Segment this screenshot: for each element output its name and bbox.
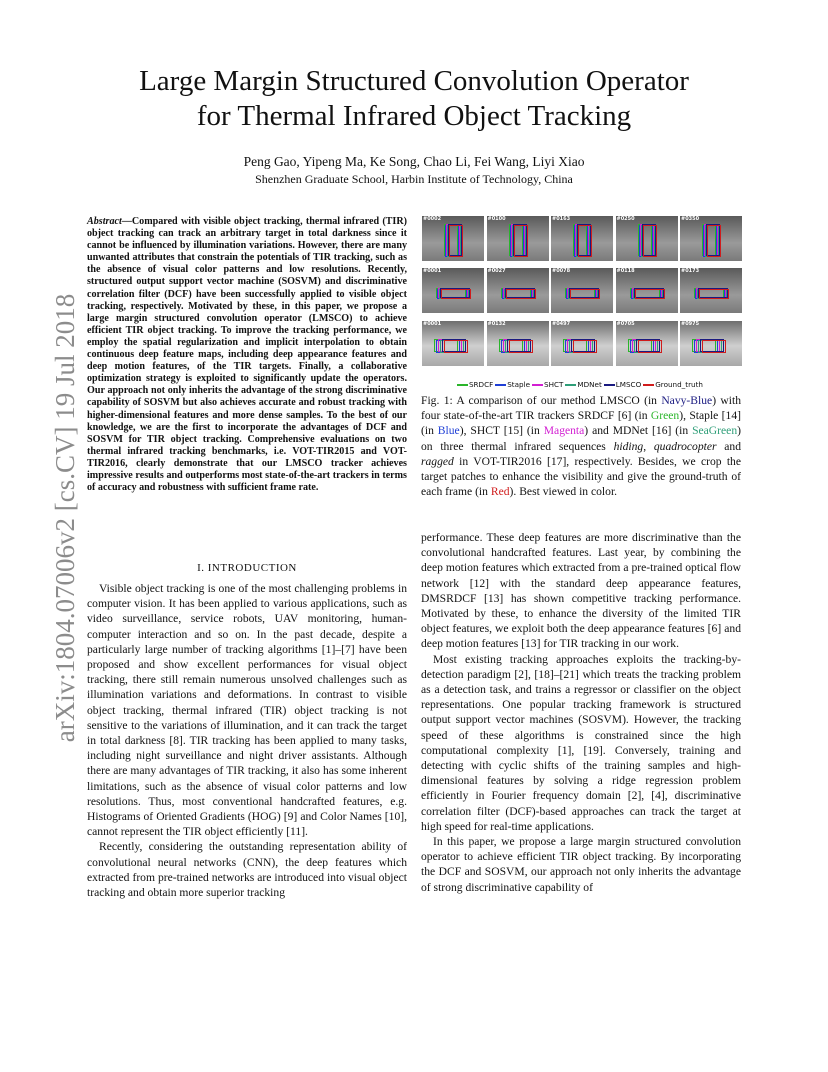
legend-swatch (532, 384, 543, 386)
figure-caption (421, 393, 741, 499)
figure-legend (455, 380, 703, 389)
frame-number: #0497 (552, 321, 571, 327)
caption-red: Red (490, 485, 510, 499)
tracking-box (514, 225, 528, 257)
intro-paragraph-1: Visible object tracking is one of the most challenging problems in computer vision. It has been applied to various applications, such as video surveillance, service robots, UAV monitoring, human-computer interaction and so on. In the past decade, despite a particularly large number of tracking algorithms [1]–[7] have been proposed and show excellent performances for visual object tracking, there still remain numerous unsolved challenges such as illumination variations and deformations. In contrast to visible object tracking, thermal infrared (TIR) object tracking is not sensitive to the variations of illumination, and it can track the target in total darkness [8]. TIR tracking has been applied to many tasks, including night surveillance and night driver assistants. Although there are many advantages of TIR tracking, it also has some inherent limitations, such as the absence of visual color patterns and low resolutions. Thus, most conventional handcrafted features, e.g. Histograms of Oriented Gradients (HOG) [9] and Color Names [10], cannot represent the TIR object efficiently [11]. (87, 582, 407, 839)
frame-number: #0132 (487, 321, 506, 327)
frame-number: #0250 (616, 216, 635, 222)
caption-seq-hiding: hiding (613, 439, 644, 453)
legend-swatch (604, 384, 615, 386)
thermal-frame (551, 268, 613, 313)
caption-text: and (716, 439, 742, 453)
thermal-frame (616, 321, 678, 366)
legend-swatch (565, 384, 576, 386)
tracking-box (573, 340, 597, 353)
authors: Peng Gao, Yipeng Ma, Ke Song, Chao Li, Fei Wang, Liyi Xiao (243, 154, 585, 169)
caption-text: in VOT-TIR2016 [17], respectively. Besides, we crop the target patches to enhance the visibility and give the ground-truth of each frame (in (421, 454, 741, 499)
legend-swatch (457, 384, 468, 386)
frame-number: #0002 (423, 216, 442, 222)
intro-paragraph-2: Recently, considering the outstanding representation ability of convolutional neural networks (CNN), the deep features which extracted from pre-trained networks are introduced into visual object tracking and obtain more superior tracking (87, 840, 407, 900)
figure-1 (422, 216, 742, 364)
frame-number: #0001 (423, 268, 442, 274)
thermal-frame (551, 216, 613, 261)
right-paragraph-2: Most existing tracking approaches exploits the tracking-by-detection paradigm [2], [18]–[21] which treats the tracking problem as a detection task, and trains a regressor or classifier on the object representations. One popular tracking framework is structured output support vector machines (SOSVM). However, the tracking speed of these algorithms is constrained since the high computational complexity [1], [19]. Conversely, training and detecting with cyclic shifts of the training samples and high-dimensional features by solving a ridge regression problem efficiently in Fourier frequency domain [2], [4], discriminative correlation filter (DCF)-based approaches can track the target at high speed for real-time applications. (421, 652, 741, 833)
caption-text: ), Staple [14] (in (421, 409, 741, 438)
legend-swatch (643, 384, 654, 386)
affiliation: Shenzhen Graduate School, Harbin Institute of Technology, China (255, 172, 573, 186)
tracking-box (570, 289, 600, 299)
abstract-body: —Compared with visible object tracking, thermal infrared (TIR) object tracking can track an arbitrary target in total darkness since it cannot be influenced by illumination variations. However, there are many unwanted attributes that constrain the potentials of TIR tracking, such as the absence of visual color patterns and low resolutions. Recently, structured output support vector machine (SOSVM) and discriminative correlation filter (DCF) have been successfully applied to visible object tracking, respectively. Motivated by these, in this paper, we propose a large margin structured convolution operator (LMSCO) to achieve efficient TIR object tracking. To improve the tracking performance, we employ the spatial regularization and implicit interpolation to obtain continuous deep feature maps, including deep appearance features and deep motion features, of the TIR targets. Finally, a collaborative optimization strategy is exploited to significantly update the operators. Our approach not only inherits the advantage of the strong discriminative capability of SOSVM but also achieves accurate and robust tracking with higher-dimensional features and more dense samples. To the best of our knowledge, we are the first to incorporate the advantages of DCF and SOSVM for TIR object tracking. Comprehensive evaluations on two thermal infrared tracking benchmarks, i.e. VOT-TIR2015 and VOT-TIR2016, clearly demonstrate that our LMSCO tracker achieves impressive results and outperforms most state-of-the-art trackers in terms of accuracy and robustness with sufficient frame rate. (87, 216, 407, 494)
legend-swatch (495, 384, 506, 386)
tracking-box (578, 225, 592, 257)
legend-label: SRDCF (469, 380, 494, 389)
title-line-1: Large Margin Structured Convolution Operator (139, 65, 689, 97)
tracking-box (506, 289, 536, 299)
paper-title (0, 64, 828, 134)
intro-left-column (87, 581, 407, 900)
legend-label: Ground_truth (655, 380, 703, 389)
legend-label: SHCT (544, 380, 564, 389)
frame-number: #0173 (681, 268, 700, 274)
thermal-frame (487, 321, 549, 366)
caption-text: ), SHCT [15] (in (459, 424, 544, 438)
tracking-box (643, 225, 657, 257)
tracking-box (699, 289, 729, 299)
frame-number: #0027 (487, 268, 506, 274)
thermal-frame (680, 268, 742, 313)
caption-text: ). Best viewed in color. (509, 485, 618, 499)
right-paragraph-3: In this paper, we propose a large margin structured convolution operator to achieve efficient TIR object tracking. By incorporating the DCF and SOSVM, our approach not only inherits the advantage of strong discriminative capability of (421, 835, 741, 894)
frame-number: #0118 (616, 268, 635, 274)
caption-green: Green (650, 409, 680, 423)
abstract-lead: Abstract (87, 216, 122, 227)
caption-navy-blue: Navy-Blue (661, 394, 713, 407)
caption-text: Fig. 1: A comparison of our method LMSCO (in (421, 394, 662, 407)
caption-text: , (643, 439, 654, 453)
frame-number: #0975 (681, 321, 700, 327)
thermal-frame (487, 216, 549, 261)
thermal-frame (422, 268, 484, 313)
tracking-box (707, 225, 721, 257)
frame-number: #0350 (681, 216, 700, 222)
tracking-box (441, 289, 471, 299)
caption-seq-ragged: ragged (421, 454, 454, 468)
section-heading-introduction: I. INTRODUCTION (197, 562, 297, 574)
frame-number: #0001 (423, 321, 442, 327)
thermal-frame (616, 268, 678, 313)
legend-label: Staple (507, 380, 531, 389)
tracking-box (702, 340, 726, 353)
caption-text: ) on three thermal infrared sequences (421, 424, 741, 453)
thermal-frame (680, 216, 742, 261)
tracking-box (635, 289, 665, 299)
tracking-box (509, 340, 533, 353)
caption-seagreen: SeaGreen (692, 424, 738, 438)
frame-number: #0705 (616, 321, 635, 327)
frame-number: #0100 (487, 216, 506, 222)
tracking-box (638, 340, 662, 353)
frame-number: #0163 (552, 216, 571, 222)
thermal-frame (680, 321, 742, 366)
tracking-box (444, 340, 468, 353)
frame-number: #0078 (552, 268, 571, 274)
thermal-frame (551, 321, 613, 366)
caption-blue: Blue (437, 424, 460, 438)
tracking-box (449, 225, 463, 257)
intro-right-column (421, 530, 741, 895)
caption-magenta: Magenta (543, 424, 585, 438)
legend-label: LMSCO (615, 380, 642, 389)
abstract (87, 216, 407, 494)
caption-text: ) with four state-of-the-art TIR trackers SRDCF [6] (in (421, 394, 741, 423)
caption-text: ) and MDNet [16] (in (584, 424, 693, 438)
title-line-2: for Thermal Infrared Object Tracking (196, 100, 632, 132)
arxiv-watermark: arXiv:1804.07006v2 [cs.CV] 19 Jul 2018 (50, 293, 80, 743)
thermal-frame (616, 216, 678, 261)
thermal-frame (422, 321, 484, 366)
caption-seq-quadrocopter: quadrocopter (653, 439, 717, 453)
legend-label: MDNet (577, 380, 602, 389)
thermal-frame (487, 268, 549, 313)
right-paragraph-1: performance. These deep features are more discriminative than the convolutional handcrafted features. Last year, by combining the deep motion features which extracted from a pre-trained optical flow network [12] with the standard deep appearance features, DMSRDCF [13] has shown competitive tracking performance. Motivated by these, to enhance the diversity of the limited TIR object features, we exploit both the deep appearance features [6] and deep motion features [13] for TIR tracking in our work. (421, 531, 741, 651)
thermal-frame (422, 216, 484, 261)
